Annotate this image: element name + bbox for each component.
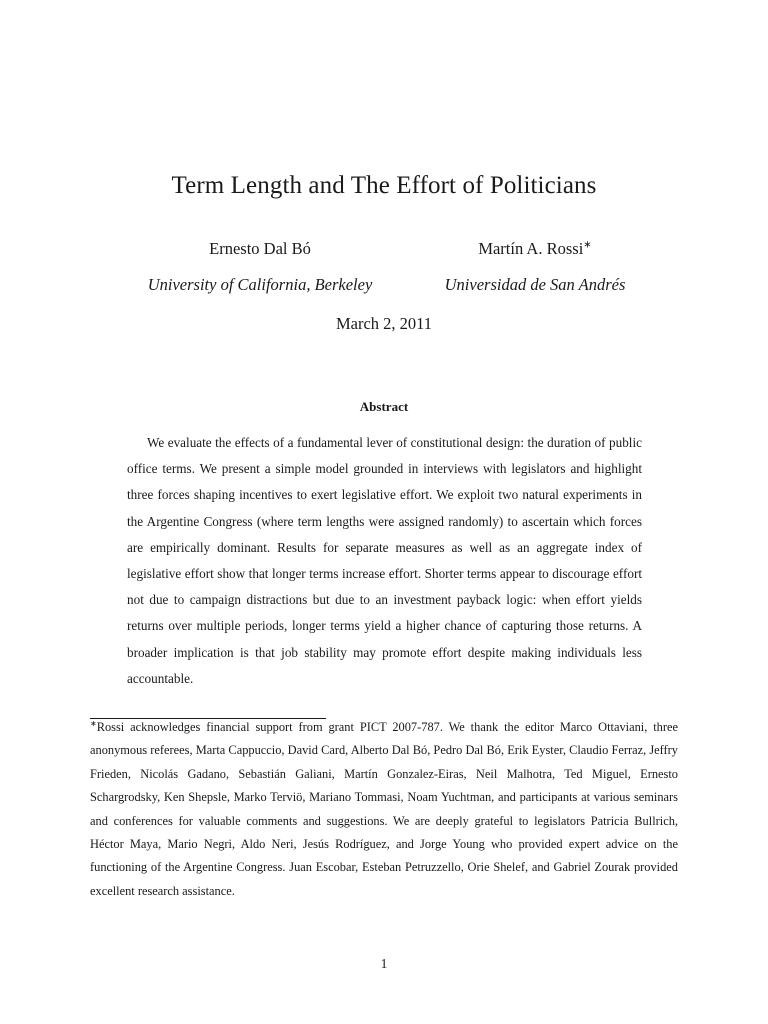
- author-1-affiliation: University of California, Berkeley: [147, 275, 373, 294]
- paper-title: Term Length and The Effort of Politicians: [171, 172, 597, 199]
- author-block: [0, 238, 768, 298]
- author-1-name: Ernesto Dal Bó: [209, 239, 311, 258]
- abstract-text: We evaluate the effects of a fundamental lever of constitutional design: the duration of public office terms. We present a simple model grounded in interviews with legislators and highlight three forces shaping incentives to exert legislative effort. We exploit two natural experiments in the Argentine Congress (where term lengths were assigned randomly) to ascertain which forces are empirically dominant. Results for separate measures as well as an aggregate index of legislative effort show that longer terms increase effort. Shorter terms appear to discourage effort not due to campaign distractions but due to an investment payback logic: when effort yields returns over multiple periods, longer terms yield a higher chance of capturing those returns. A broader implication is that job stability may promote effort despite making individuals less accountable.: [127, 435, 642, 686]
- author-2-affiliation: Universidad de San Andrés: [444, 275, 626, 294]
- footnote-mark: ∗: [90, 718, 97, 728]
- author-1: [120, 238, 400, 296]
- author-2-footnote-mark: ∗: [583, 239, 592, 251]
- footnote-text: Rossi acknowledges financial support from grant PICT 2007-787. We thank the editor Marco Ottaviani, three anonymous referees, Marta Cappuccio, David Card, Alberto Dal Bó, Pedro Dal Bó, Erik Eyster, Claudio Ferraz, Jeffry Frieden, Nicolás Gadano, Sebastián Galiani, Martín Gonzalez-Eiras, Neil Malhotra, Ted Miguel, Ernesto Schargrodsky, Ken Shepsle, Marko Terviö, Mariano Tommasi, Noam Yuchtman, and participants at various seminars and conferences for valuable comments and suggestions. We are deeply grateful to legislators Patricia Bullrich, Héctor Maya, Mario Negri, Aldo Neri, Jesús Rodríguez, and Jorge Young who provided expert advice on the functioning of the Argentine Congress. Juan Escobar, Esteban Petruzzello, Orie Shelef, and Gabriel Zourak provided excellent research assistance.: [90, 720, 678, 898]
- author-2: [420, 238, 650, 296]
- abstract-heading: Abstract: [359, 399, 409, 414]
- author-2-name-line: [420, 238, 650, 260]
- page-number: 1: [380, 956, 388, 971]
- footnote: [90, 716, 678, 903]
- paper-date: March 2, 2011: [335, 314, 433, 333]
- author-2-name: Martín A. Rossi: [478, 239, 584, 258]
